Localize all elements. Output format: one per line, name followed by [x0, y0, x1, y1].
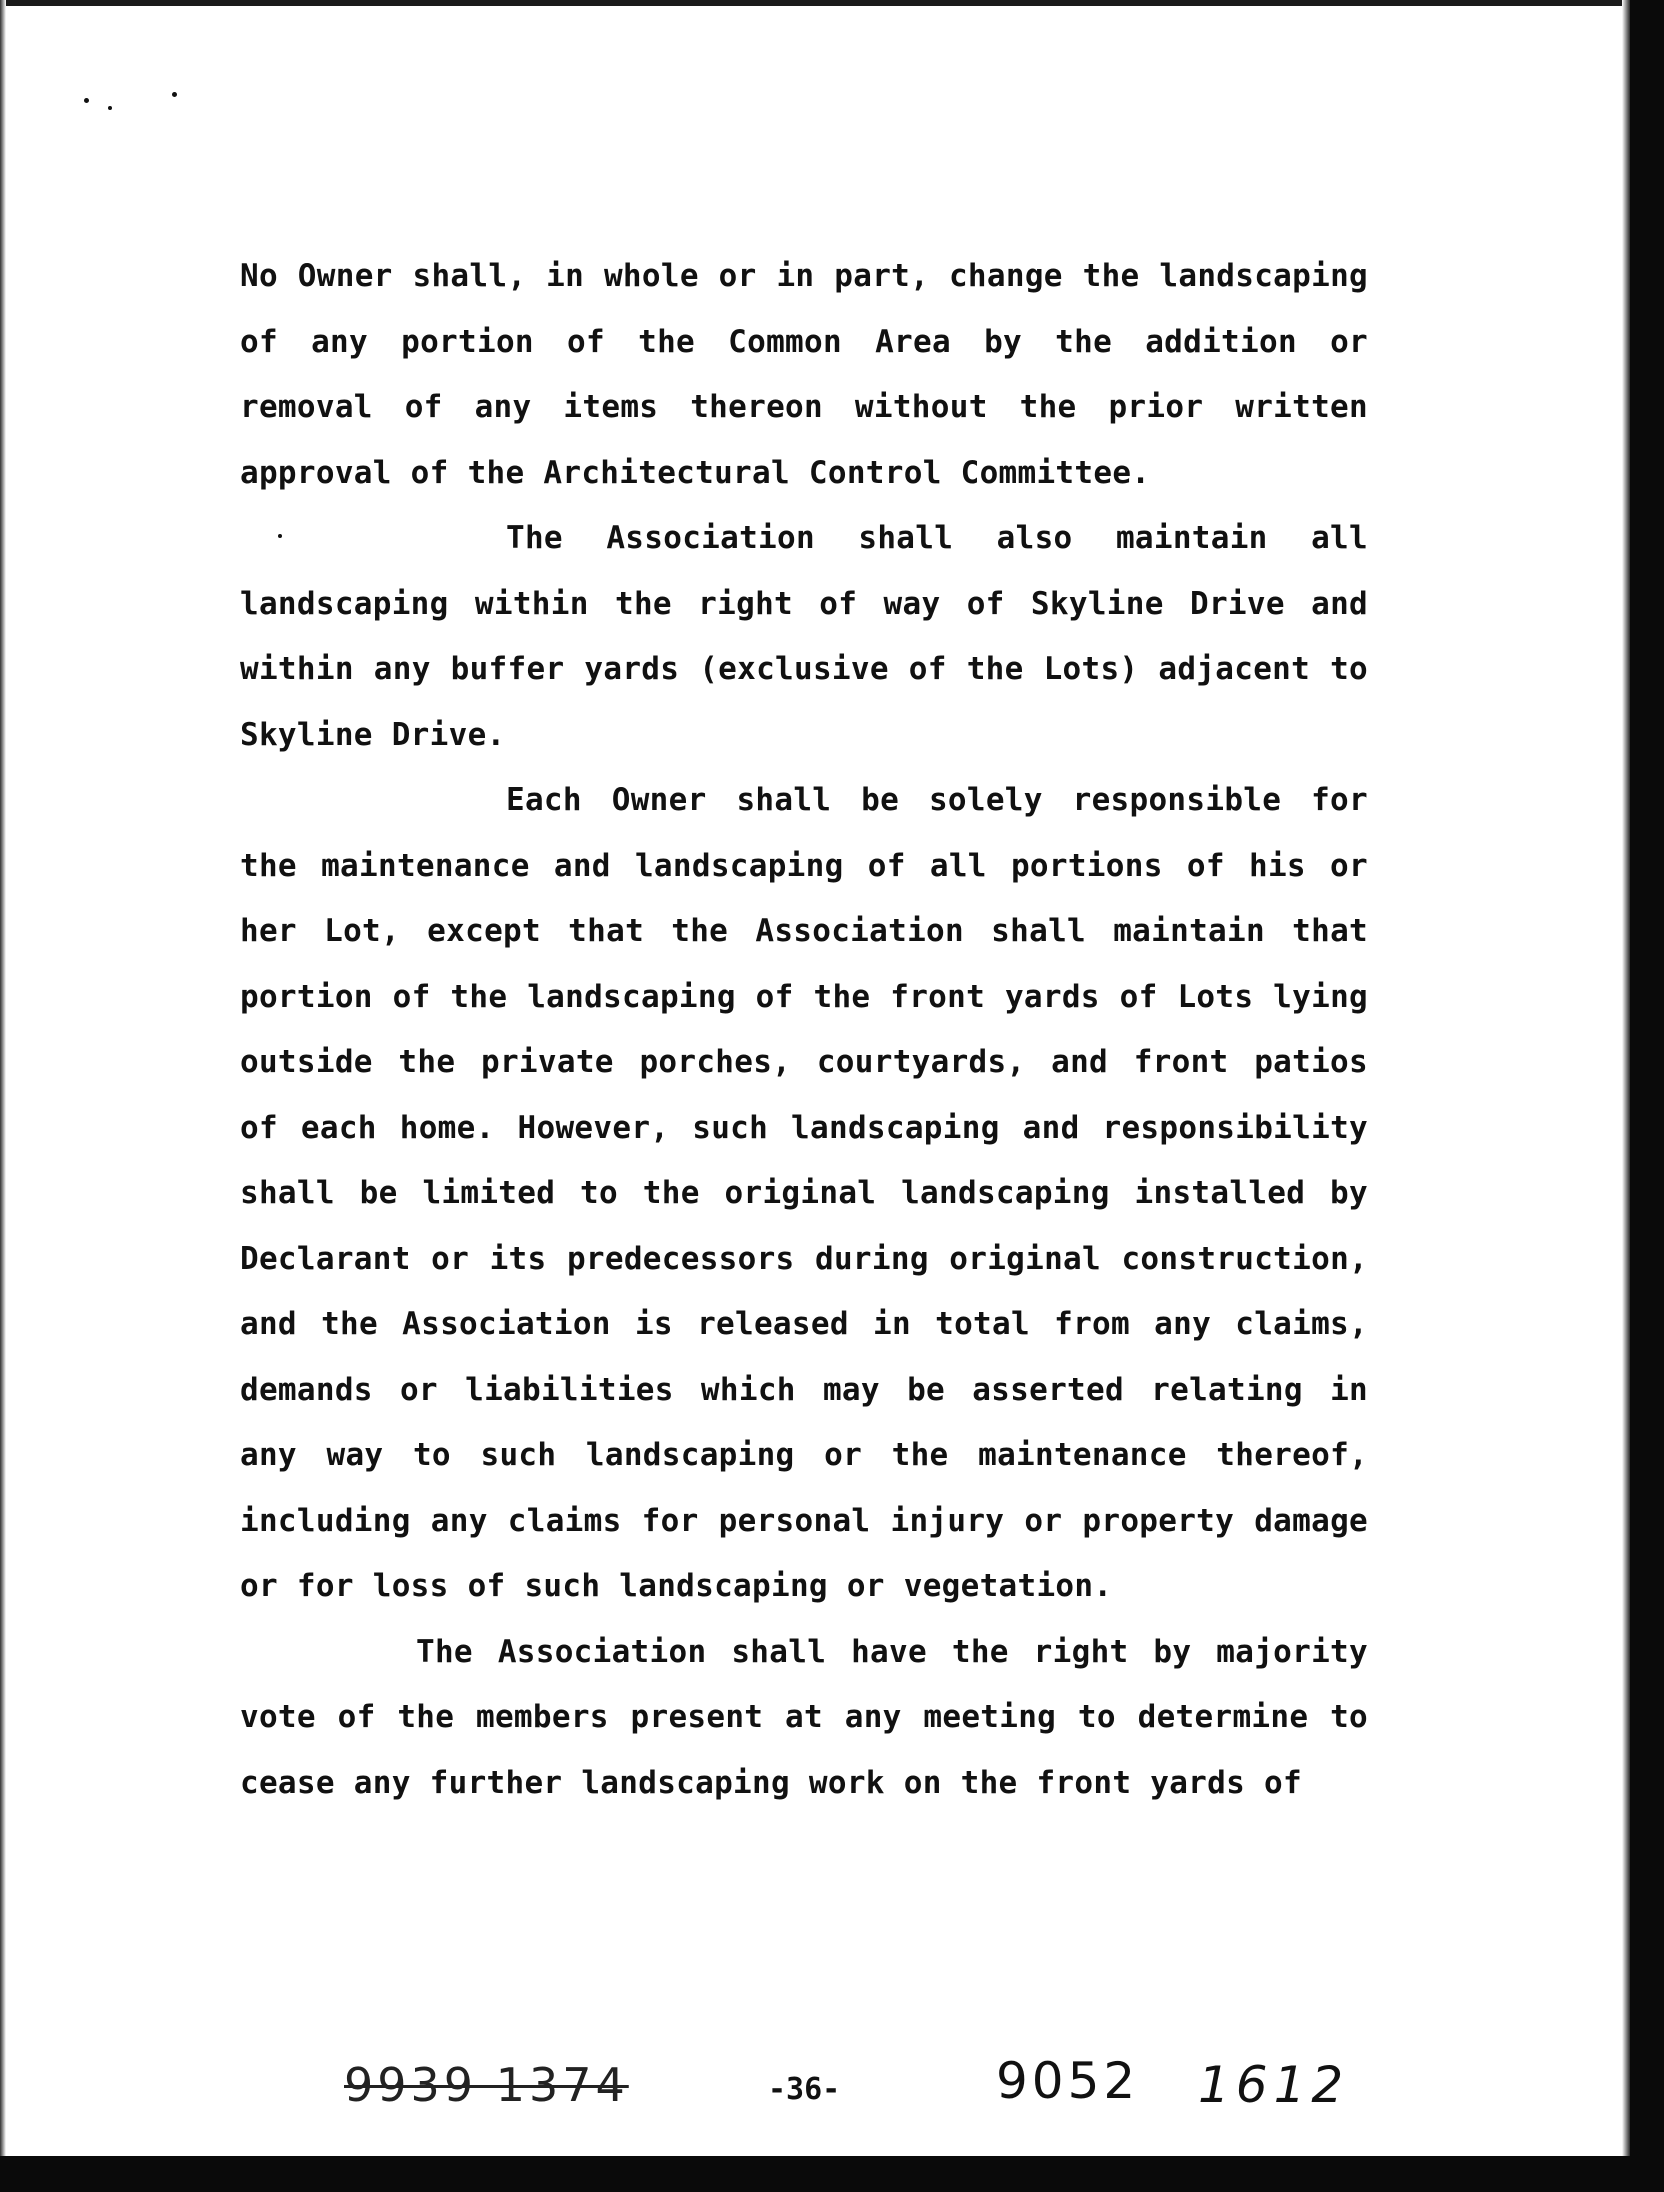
scan-speck — [84, 98, 89, 103]
scan-edge-top — [0, 0, 1664, 6]
scan-speck — [172, 92, 177, 97]
struck-reference-number: 9939 1374 — [344, 2058, 629, 2112]
paragraph-skyline-drive: The Association shall also maintain all landscaping within the right of way of Skyline Drive and within any buffer yards (exclusive of the Lots) adjacent to Skyline Drive. — [240, 520, 1368, 753]
page-footer — [0, 2052, 1664, 2128]
page-number: -36- — [768, 2072, 841, 2107]
paragraph-owner-responsibility: Each Owner shall be solely responsible for the maintenance and landscaping of all portions of his or her Lot, except that the Association shall maintain that portion of the landscaping of the front yards of Lots lying outside the private porches, courtyards, and front patios of each home. However, such landscaping and responsibility shall be limited to the original landscaping installed by Declarant or its predecessors during original construction, and the Association is released in total from any claims, demands or liabilities which may be asserted relating in any way to such landscaping or the maintenance thereof, including any claims for personal injury or property damage or for loss of such landscaping or vegetation. — [240, 782, 1368, 1604]
paragraph-common-area: No Owner shall, in whole or in part, change the landscaping of any portion of the Common Area by the addition or removal of any items thereon without the prior written approval of the Architectural Control Committee. — [240, 258, 1368, 491]
scan-speck — [108, 106, 112, 110]
recording-page-number: 1612 — [1198, 2056, 1350, 2114]
scan-edge-left — [0, 0, 6, 2192]
scan-edge-shadow — [1622, 0, 1630, 2192]
body-text — [240, 244, 1368, 1816]
scan-edge-right — [1630, 0, 1664, 2192]
book-number: 9052 — [996, 2052, 1140, 2110]
paragraph-majority-vote: The Association shall have the right by majority vote of the members present at any meeting to determine to cease any further landscaping work on the front yards of — [240, 1633, 1368, 1801]
scan-edge-bottom — [0, 2156, 1664, 2192]
